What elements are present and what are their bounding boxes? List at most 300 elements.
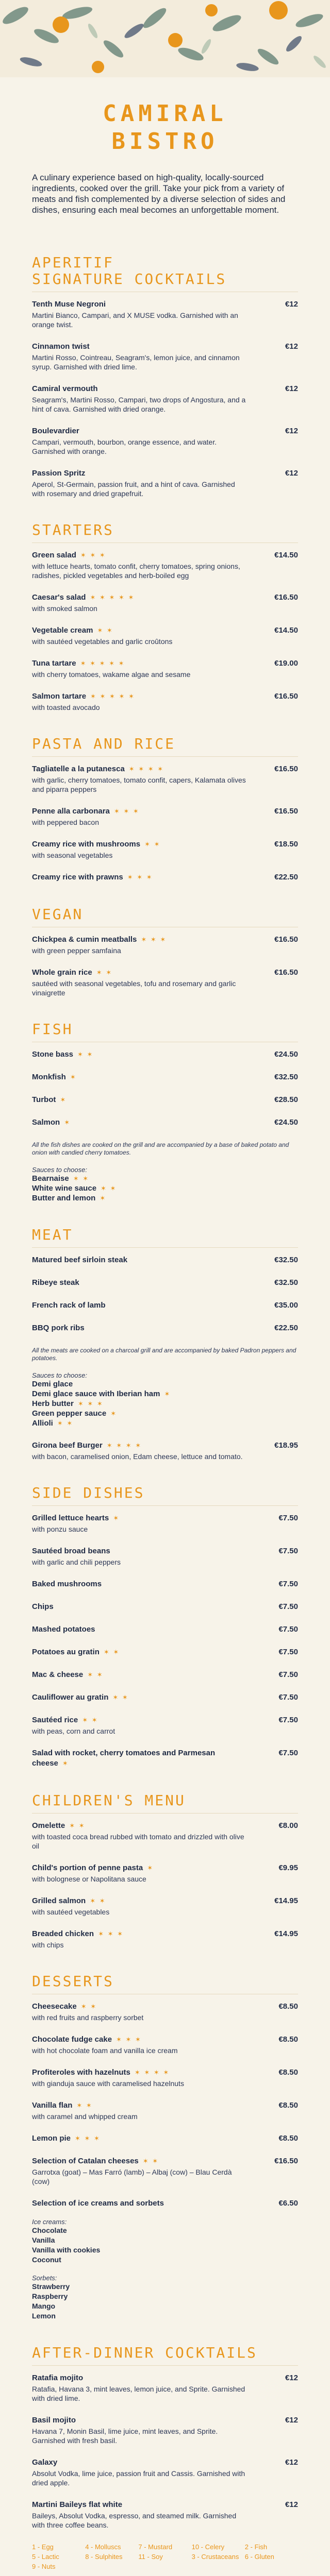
allergen-stars: ✶ ✶ <box>73 1175 90 1182</box>
allergen-legend <box>0 2530 330 2570</box>
menu-item <box>32 2500 298 2530</box>
vegan-list <box>32 935 298 997</box>
sauce-name: Demi glace <box>32 1380 73 1388</box>
item-price: €8.00 <box>278 1821 298 1830</box>
item-left <box>32 550 249 580</box>
item-left <box>32 1602 249 1612</box>
item-left <box>32 2067 249 2088</box>
item-left <box>32 935 249 955</box>
ice-creams-label: Ice creams: <box>32 2218 67 2226</box>
item-name: Matured beef sirloin steak <box>32 1256 128 1264</box>
menu-item <box>32 1255 298 1265</box>
item-left <box>32 2198 249 2209</box>
item-price: €32.50 <box>274 1256 298 1264</box>
item-description: with smoked salmon <box>32 604 97 613</box>
allergen-stars: ✶ ✶ ✶ ✶ <box>128 765 164 773</box>
item-price: €12 <box>285 427 298 435</box>
item-left <box>32 2458 249 2487</box>
section-starters <box>0 522 330 712</box>
menu-item <box>32 468 298 498</box>
allergen-key <box>85 2563 138 2570</box>
item-name: Tagliatelle a la putanesca <box>32 765 125 773</box>
menu-item <box>32 1670 298 1680</box>
menu-item <box>32 1647 298 1657</box>
item-left <box>32 1255 249 1265</box>
brand-name-line-1: CAMIRAL <box>103 100 227 127</box>
item-name: Camiral vermouth <box>32 384 98 393</box>
item-description: Garrotxa (goat) – Mas Farró (lamb) – Albaj (cow) – Blau Cerdà (cow) <box>32 2168 232 2185</box>
item-description: with gianduja sauce with caramelised hazelnuts <box>32 2079 184 2088</box>
item-left <box>32 1715 249 1736</box>
section-vegan <box>0 906 330 997</box>
item-left <box>32 1072 249 1082</box>
sauce-item <box>32 1418 298 1428</box>
item-price: €19.00 <box>274 659 298 668</box>
item-left <box>32 426 249 456</box>
allergen-stars: ✶ ✶ ✶ <box>80 551 106 559</box>
item-left <box>32 1579 249 1589</box>
allergen-stars: ✶ ✶ <box>97 626 113 634</box>
sauce-item <box>32 1399 298 1409</box>
starters-list <box>32 550 298 712</box>
allergen-stars: ✶ ✶ ✶ <box>98 1930 124 1938</box>
item-left <box>32 658 249 679</box>
flavour-item: Vanilla with cookies <box>32 2246 101 2254</box>
item-name: Salmon tartare <box>32 692 87 701</box>
item-left <box>32 299 249 329</box>
menu-item <box>32 968 298 997</box>
item-price: €28.50 <box>274 1095 298 1104</box>
item-description: with bacon, caramelised onion, Edam cheese, lettuce and tomato. <box>32 1452 243 1461</box>
item-description: with ponzu sauce <box>32 1525 88 1533</box>
menu-item <box>32 1323 298 1333</box>
item-name: Mac & cheese <box>32 1670 84 1679</box>
item-name: Chickpea & cumin meatballs <box>32 935 137 944</box>
item-name: Cheesecake <box>32 2002 77 2011</box>
item-price: €12 <box>285 2416 298 2425</box>
item-name: Monkfish <box>32 1073 66 1081</box>
sauce-name: White wine sauce <box>32 1184 97 1193</box>
sorbets-label: Sorbets: <box>32 2274 57 2282</box>
item-description: with sautéed vegetables <box>32 1908 110 1916</box>
item-price: €22.50 <box>274 1324 298 1332</box>
item-name: Selection of ice creams and sorbets <box>32 2199 164 2208</box>
section-title-aperitif <box>32 255 298 292</box>
menu-item <box>32 2100 298 2121</box>
section-title-childrens-menu: CHILDREN'S MENU <box>32 1792 298 1814</box>
fish-sauces-label: Sauces to choose: <box>32 1166 87 1174</box>
section-title-line-2: SIGNATURE COCKTAILS <box>32 270 227 287</box>
item-description: with chips <box>32 1941 64 1949</box>
item-description: with toasted coca bread rubbed with tomato and drizzled with olive oil <box>32 1833 244 1850</box>
menu-item <box>32 1117 298 1128</box>
allergen-stars: ✶ ✶ <box>77 1050 94 1058</box>
item-description: Aperol, St-Germain, passion fruit, and a hint of cava. Garnished with rosemary and dried grapefruit. <box>32 480 235 498</box>
item-description: Campari, vermouth, bourbon, orange essence, and water. Garnished with orange. <box>32 438 217 455</box>
item-left <box>32 2100 249 2121</box>
allergen-stars: ✶ ✶ <box>80 2003 97 2010</box>
menu-item <box>32 384 298 414</box>
item-left <box>32 1323 249 1333</box>
item-name: Salad with rocket, cherry tomatoes and Parmesan cheese <box>32 1749 216 1768</box>
item-price: €7.50 <box>278 1749 298 1757</box>
sauce-item <box>32 1193 298 1203</box>
intro-text: A culinary experience based on high-quality, locally-sourced ingredients, cooked over the grill. Take your pick from a variety of meats and fish complemented by a diverse selection of sides and dishes, ensuring each meal becomes an unforgettable moment. <box>32 173 286 215</box>
item-name: Penne alla carbonara <box>32 807 110 816</box>
allergen-stars: ✶ <box>62 1759 69 1767</box>
item-left <box>32 1095 249 1105</box>
item-name: Tenth Muse Negroni <box>32 300 106 309</box>
menu-item <box>32 1095 298 1105</box>
item-name: French rack of lamb <box>32 1301 106 1310</box>
item-price: €12 <box>285 384 298 393</box>
item-description: with peppered bacon <box>32 818 99 826</box>
section-desserts <box>0 1973 330 2321</box>
item-left <box>32 1049 249 1060</box>
item-price: €24.50 <box>274 1050 298 1059</box>
allergen-stars: ✶ <box>147 1864 154 1872</box>
fish-list <box>32 1049 298 1128</box>
allergen-stars: ✶ ✶ <box>82 1716 98 1724</box>
item-price: €16.50 <box>274 593 298 602</box>
item-name: Lemon pie <box>32 2134 71 2143</box>
item-price: €8.50 <box>278 2068 298 2077</box>
item-left <box>32 1117 249 1128</box>
section-title-starters: STARTERS <box>32 522 298 543</box>
meat-list <box>32 1255 298 1333</box>
item-description: sautéed with seasonal vegetables, tofu and rosemary and garlic vinaigrette <box>32 979 236 997</box>
item-name: Cauliflower au gratin <box>32 1693 109 1702</box>
item-description: Martini Rosso, Cointreau, Seagram's, lemon juice, and cinnamon syrup. Garnished with dried lime. <box>32 353 240 371</box>
item-description: Seagram's, Martini Rosso, Campari, two drops of Angostura, and a hint of cava. Garnished with dried orange. <box>32 396 246 413</box>
menu-item <box>32 592 298 613</box>
allergen-stars: ✶ ✶ <box>96 969 113 976</box>
sorbets-list <box>32 2282 298 2321</box>
item-name: Whole grain rice <box>32 968 92 977</box>
allergen-key: 3 - Crustaceans <box>191 2553 239 2561</box>
flavour-item: Lemon <box>32 2312 56 2320</box>
item-name: Child's portion of penne pasta <box>32 1863 143 1872</box>
item-name: Selection of Catalan cheeses <box>32 2157 139 2165</box>
item-price: €7.50 <box>278 1693 298 1702</box>
menu-item <box>32 550 298 580</box>
item-name: Stone bass <box>32 1050 74 1059</box>
item-price: €7.50 <box>278 1625 298 1634</box>
item-name: Sautéed broad beans <box>32 1547 110 1555</box>
item-price: €14.50 <box>274 626 298 635</box>
item-name: Sautéed rice <box>32 1716 78 1724</box>
item-description: with peas, corn and carrot <box>32 1727 116 1735</box>
item-left <box>32 2002 249 2022</box>
item-description: with hot chocolate foam and vanilla ice cream <box>32 2046 178 2055</box>
menu-item <box>32 342 298 371</box>
item-description: Havana 7, Monin Basil, lime juice, mint leaves, and Sprite. Garnished with fresh basil. <box>32 2427 218 2445</box>
item-description: Baileys, Absolut Vodka, espresso, and steamed milk. Garnished with three coffee beans. <box>32 2512 237 2529</box>
pasta-list <box>32 764 298 883</box>
sauce-item <box>32 1379 298 1389</box>
allergen-stars: ✶ <box>110 1410 118 1417</box>
section-title-after-dinner: AFTER-DINNER COCKTAILS <box>32 2345 298 2366</box>
item-description: with green pepper samfaina <box>32 946 121 955</box>
flavour-item: Chocolate <box>32 2226 67 2234</box>
item-price: €7.50 <box>278 1547 298 1555</box>
allergen-stars: ✶ ✶ <box>57 1419 74 1427</box>
allergen-stars: ✶ ✶ <box>144 840 161 848</box>
allergy-note <box>0 2570 330 2576</box>
item-description: with caramel and whipped cream <box>32 2112 138 2121</box>
allergen-stars: ✶ ✶ <box>69 1822 86 1829</box>
meat-note: All the meats are cooked on a charcoal grill and are accompanied by baked Padron peppers and potatoes. <box>32 1347 296 1362</box>
section-pasta-rice <box>0 736 330 883</box>
item-left <box>32 2415 249 2445</box>
item-left <box>32 872 249 883</box>
item-name: Caesar's salad <box>32 593 86 602</box>
item-name: Salmon <box>32 1118 60 1127</box>
ice-creams-list <box>32 2226 298 2265</box>
item-name: Omelette <box>32 1821 65 1830</box>
allergen-stars: ✶ ✶ ✶ ✶ ✶ <box>90 594 135 601</box>
menu-item <box>32 625 298 646</box>
item-left <box>32 1624 249 1635</box>
after-dinner-list <box>32 2373 298 2530</box>
allergen-key: 1 - Egg <box>32 2543 54 2551</box>
menu-item <box>32 2133 298 2144</box>
section-aperitif <box>0 255 330 498</box>
section-title-pasta-rice: PASTA AND RICE <box>32 736 298 757</box>
menu-item <box>32 1546 298 1567</box>
allergen-stars: ✶ ✶ <box>76 2102 93 2109</box>
menu-item <box>32 299 298 329</box>
menu-item <box>32 2458 298 2487</box>
item-left <box>32 468 249 498</box>
menu-item <box>32 1821 298 1851</box>
item-left <box>32 2035 249 2055</box>
item-left <box>32 1748 249 1769</box>
section-title-side-dishes: SIDE DISHES <box>32 1485 298 1506</box>
menu-item <box>32 764 298 794</box>
item-name: Martini Baileys flat white <box>32 2500 123 2509</box>
menu-item <box>32 2198 298 2209</box>
sauce-item <box>32 1183 298 1193</box>
item-price: €12 <box>285 342 298 351</box>
menu-item <box>32 691 298 712</box>
item-price: €35.00 <box>274 1301 298 1310</box>
sauce-name: Butter and lemon <box>32 1194 96 1202</box>
item-price: €12 <box>285 2500 298 2509</box>
item-name: Turbot <box>32 1095 56 1104</box>
item-left <box>32 2133 249 2144</box>
children-list <box>32 1821 298 1950</box>
item-description: Ratafia, Havana 3, mint leaves, lemon juice, and Sprite. Garnished with dried lime. <box>32 2385 245 2402</box>
item-left <box>32 2373 249 2403</box>
item-left <box>32 806 249 827</box>
item-price: €16.50 <box>274 968 298 977</box>
allergen-stars: ✶ ✶ ✶ <box>75 2134 101 2142</box>
botanical-banner <box>0 0 330 77</box>
menu-item <box>32 872 298 883</box>
item-price: €7.50 <box>278 1716 298 1724</box>
item-name: Creamy rice with prawns <box>32 873 123 882</box>
item-price: €12 <box>285 2374 298 2382</box>
item-description: with lettuce hearts, tomato confit, cherry tomatoes, spring onions, radishes, pickled vegetables and herb-boiled egg <box>32 562 240 580</box>
sauce-item <box>32 1409 298 1418</box>
allergen-stars: ✶ <box>164 1390 171 1398</box>
sides-list <box>32 1513 298 1769</box>
item-left <box>32 1647 249 1657</box>
item-price: €8.50 <box>278 2101 298 2110</box>
item-name: BBQ pork ribs <box>32 1324 85 1332</box>
menu-item <box>32 1863 298 1884</box>
menu-item <box>32 1278 298 1288</box>
item-name: Passion Spritz <box>32 469 86 478</box>
allergen-stars: ✶ ✶ ✶ <box>127 873 153 881</box>
flavour-item: Mango <box>32 2302 56 2310</box>
item-left <box>32 1896 249 1917</box>
section-title-fish: FISH <box>32 1021 298 1042</box>
menu-item <box>32 2067 298 2088</box>
item-left <box>32 691 249 712</box>
sauce-name: Green pepper sauce <box>32 1409 107 1418</box>
item-left <box>32 1929 249 1950</box>
item-left <box>32 839 249 860</box>
menu-item <box>32 1513 298 1534</box>
item-price: €32.50 <box>274 1073 298 1081</box>
item-price: €7.50 <box>278 1602 298 1611</box>
item-left <box>32 592 249 613</box>
item-price: €6.50 <box>278 2199 298 2208</box>
allergen-stars: ✶ ✶ <box>101 1184 117 1192</box>
allergen-stars: ✶ ✶ ✶ ✶ <box>106 1442 142 1449</box>
item-description: with bolognese or Napolitana sauce <box>32 1875 146 1883</box>
item-left <box>32 384 249 414</box>
item-left <box>32 625 249 646</box>
item-price: €16.50 <box>274 935 298 944</box>
item-price: €18.95 <box>274 1441 298 1450</box>
item-name: Galaxy <box>32 2458 58 2467</box>
item-description: Absolut Vodka, lime juice, passion fruit and Cassis. Garnished with dried apple. <box>32 2469 245 2487</box>
item-left <box>32 1863 249 1884</box>
item-name: Boulevardier <box>32 427 79 435</box>
menu-item-burger <box>32 1440 298 1461</box>
sauce-name: Herb butter <box>32 1399 74 1408</box>
allergen-stars: ✶ <box>100 1194 107 1202</box>
item-left <box>32 1278 249 1288</box>
allergen-stars: ✶ ✶ <box>112 1693 129 1701</box>
flavour-item: Raspberry <box>32 2292 68 2300</box>
item-price: €7.50 <box>278 1648 298 1656</box>
item-left <box>32 1300 249 1311</box>
allergen-stars: ✶ ✶ ✶ ✶ ✶ <box>80 659 125 667</box>
allergen-stars: ✶ ✶ <box>90 1897 106 1905</box>
menu-item <box>32 839 298 860</box>
item-description: with garlic and chili peppers <box>32 1558 121 1566</box>
section-after-dinner <box>0 2345 330 2530</box>
item-name: Basil mojito <box>32 2416 76 2425</box>
menu-item <box>32 426 298 456</box>
item-price: €12 <box>285 2458 298 2467</box>
allergen-key: 6 - Gluten <box>244 2553 274 2561</box>
item-price: €18.50 <box>274 840 298 849</box>
item-price: €16.50 <box>274 2157 298 2165</box>
item-description: with toasted avocado <box>32 703 100 711</box>
item-left <box>32 1546 249 1567</box>
item-name: Grilled salmon <box>32 1896 86 1905</box>
allergen-key: 5 - Lactic <box>32 2553 59 2561</box>
item-name: Profiteroles with hazelnuts <box>32 2068 130 2077</box>
allergen-stars: ✶ ✶ <box>103 1648 120 1656</box>
item-price: €32.50 <box>274 1278 298 1287</box>
allergen-stars: ✶ ✶ ✶ <box>77 1400 104 1408</box>
item-left <box>32 2500 249 2530</box>
item-left <box>32 342 249 371</box>
item-price: €16.50 <box>274 692 298 701</box>
item-description: with garlic, cherry tomatoes, tomato confit, capers, Kalamata olives and piparra peppers <box>32 776 246 793</box>
allergen-key: 8 - Sulphites <box>85 2553 123 2561</box>
item-price: €7.50 <box>278 1514 298 1522</box>
fish-note: All the fish dishes are cooked on the grill and are accompanied by a base of baked potato and onion with candied cherry tomatoes. <box>32 1141 289 1156</box>
allergen-stars: ✶ <box>60 1096 67 1104</box>
item-price: €14.50 <box>274 551 298 560</box>
menu-item <box>32 935 298 955</box>
menu-item <box>32 2415 298 2445</box>
item-left <box>32 1513 249 1534</box>
menu-item <box>32 658 298 679</box>
section-title-meat: MEAT <box>32 1227 298 1248</box>
allergen-stars: ✶ ✶ <box>142 2157 159 2165</box>
item-name: Creamy rice with mushrooms <box>32 840 141 849</box>
menu-item <box>32 2002 298 2022</box>
sauce-item <box>32 1174 298 1183</box>
item-name: Tuna tartare <box>32 659 76 668</box>
allergen-stars: ✶ <box>64 1118 71 1126</box>
menu-item <box>32 1602 298 1612</box>
flavour-item: Coconut <box>32 2256 61 2264</box>
menu-item <box>32 1579 298 1589</box>
item-left <box>32 2156 249 2186</box>
sauce-item <box>32 1389 298 1399</box>
item-description: with red fruits and raspberry sorbet <box>32 2013 144 2022</box>
item-name: Potatoes au gratin <box>32 1648 100 1656</box>
item-left <box>32 1692 249 1703</box>
item-left <box>32 1821 249 1851</box>
item-name: Girona beef Burger <box>32 1441 103 1450</box>
allergen-stars: ✶ ✶ ✶ ✶ <box>134 2069 170 2076</box>
menu-item <box>32 1748 298 1769</box>
allergen-stars: ✶ <box>113 1514 120 1522</box>
item-description: Martini Bianco, Campari, and X MUSE vodka. Garnished with an orange twist. <box>32 311 238 329</box>
allergen-key: 10 - Celery <box>191 2543 225 2551</box>
menu-item <box>32 806 298 827</box>
item-name: Chocolate fudge cake <box>32 2035 112 2044</box>
menu-item <box>32 1072 298 1082</box>
allergen-stars: ✶ ✶ ✶ <box>116 2036 142 2043</box>
item-price: €8.50 <box>278 2002 298 2011</box>
item-price: €8.50 <box>278 2035 298 2044</box>
sauce-name: Demi glace sauce with Iberian ham <box>32 1389 160 1398</box>
fish-sauces-list <box>32 1174 298 1203</box>
allergen-stars: ✶ <box>70 1073 77 1081</box>
brand-header <box>0 77 330 168</box>
item-price: €14.95 <box>274 1929 298 1938</box>
item-name: Chips <box>32 1602 54 1611</box>
item-description: with seasonal vegetables <box>32 851 113 859</box>
item-price: €7.50 <box>278 1580 298 1588</box>
sauce-name: Allioli <box>32 1419 53 1428</box>
item-name: Breaded chicken <box>32 1929 94 1938</box>
item-price: €12 <box>285 469 298 478</box>
menu-item <box>32 1929 298 1950</box>
menu-item <box>32 1715 298 1736</box>
